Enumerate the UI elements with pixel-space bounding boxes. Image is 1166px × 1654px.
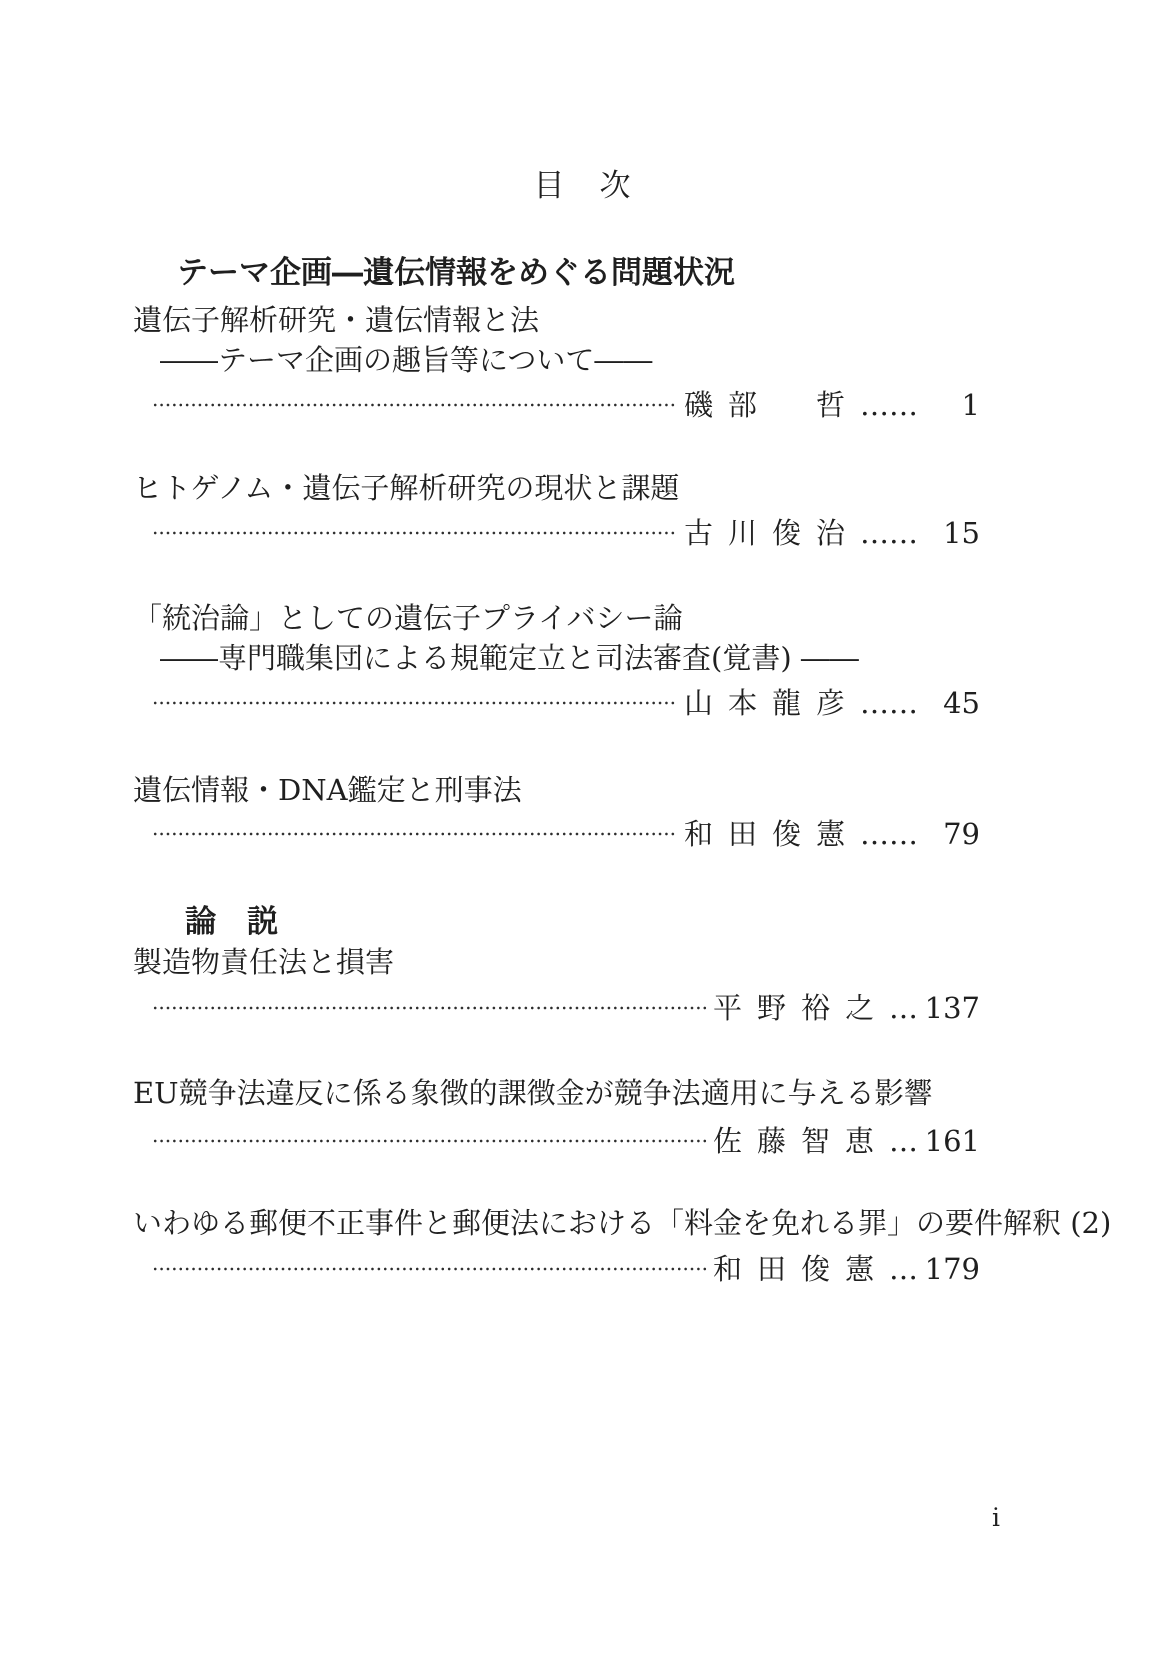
toc-entry <box>133 770 980 854</box>
entry-author: 平野裕之 <box>712 991 889 1025</box>
toc-content <box>133 0 1112 1289</box>
entry-page-number: 79 <box>943 817 980 851</box>
entry-leader-line <box>133 814 980 854</box>
entry-subtitle: ――テーマ企画の趣旨等について―― <box>160 343 653 377</box>
entry-page-number: 1 <box>961 388 980 422</box>
dot-leader-short: …… <box>860 516 918 550</box>
dot-leader-short: …… <box>860 388 918 422</box>
dot-leader <box>152 1249 707 1289</box>
entry-title: 遺伝情報・DNA鑑定と刑事法 <box>133 773 522 807</box>
toc-entry <box>133 1203 1112 1289</box>
dot-leader <box>152 683 678 723</box>
entry-title: ヒトゲノム・遺伝子解析研究の現状と課題 <box>133 471 680 505</box>
toc-entry <box>133 942 980 1028</box>
entry-leader-line <box>133 385 980 425</box>
dot-leader-short: … <box>889 991 918 1025</box>
entry-title: いわゆる郵便不正事件と郵便法における「料金を免れる罪」の要件解釈 (2) <box>133 1206 1112 1240</box>
entry-leader-line <box>133 988 980 1028</box>
entry-leader-line <box>133 683 980 723</box>
entry-leader-line <box>133 1249 980 1289</box>
entry-page-number: 137 <box>924 991 980 1025</box>
section-heading-articles: 論 説 <box>185 904 278 940</box>
dot-leader-short: …… <box>860 686 918 720</box>
dot-leader-short: … <box>889 1252 918 1286</box>
entry-title: EU競争法違反に係る象徴的課徴金が競争法適用に与える影響 <box>133 1076 933 1110</box>
entry-subtitle: ――専門職集団による規範定立と司法審査(覚書) ―― <box>160 641 859 675</box>
entry-author: 磯部 哲 <box>683 388 860 422</box>
entry-author: 佐藤智恵 <box>712 1124 889 1158</box>
dot-leader <box>152 988 707 1028</box>
dot-leader <box>152 513 678 553</box>
entry-author: 山本龍彦 <box>683 686 860 720</box>
entry-page-number: 179 <box>924 1252 980 1286</box>
entry-page-number: 15 <box>943 516 980 550</box>
entry-title: 「統治論」としての遺伝子プライバシー論 <box>133 601 683 635</box>
entry-leader-line <box>133 513 980 553</box>
dot-leader-short: …… <box>860 817 918 851</box>
entry-author: 古川俊治 <box>683 516 860 550</box>
toc-entry <box>133 598 980 723</box>
entry-title: 遺伝子解析研究・遺伝情報と法 <box>133 303 540 337</box>
toc-entry <box>133 300 980 425</box>
entry-page-number: 161 <box>924 1124 980 1158</box>
dot-leader <box>152 385 678 425</box>
entry-author: 和田俊憲 <box>712 1252 889 1286</box>
entry-leader-line <box>133 1121 980 1161</box>
page-number: i <box>992 1503 1000 1532</box>
toc-entry <box>133 468 980 553</box>
entry-title: 製造物責任法と損害 <box>133 945 395 979</box>
dot-leader-short: … <box>889 1124 918 1158</box>
entry-page-number: 45 <box>943 686 980 720</box>
section-heading-theme: テーマ企画―遺伝情報をめぐる問題状況 <box>177 255 735 291</box>
dot-leader <box>152 814 678 854</box>
entry-author: 和田俊憲 <box>683 817 860 851</box>
page-title: 目 次 <box>533 168 633 204</box>
toc-entry <box>133 1073 980 1161</box>
dot-leader <box>152 1121 707 1161</box>
